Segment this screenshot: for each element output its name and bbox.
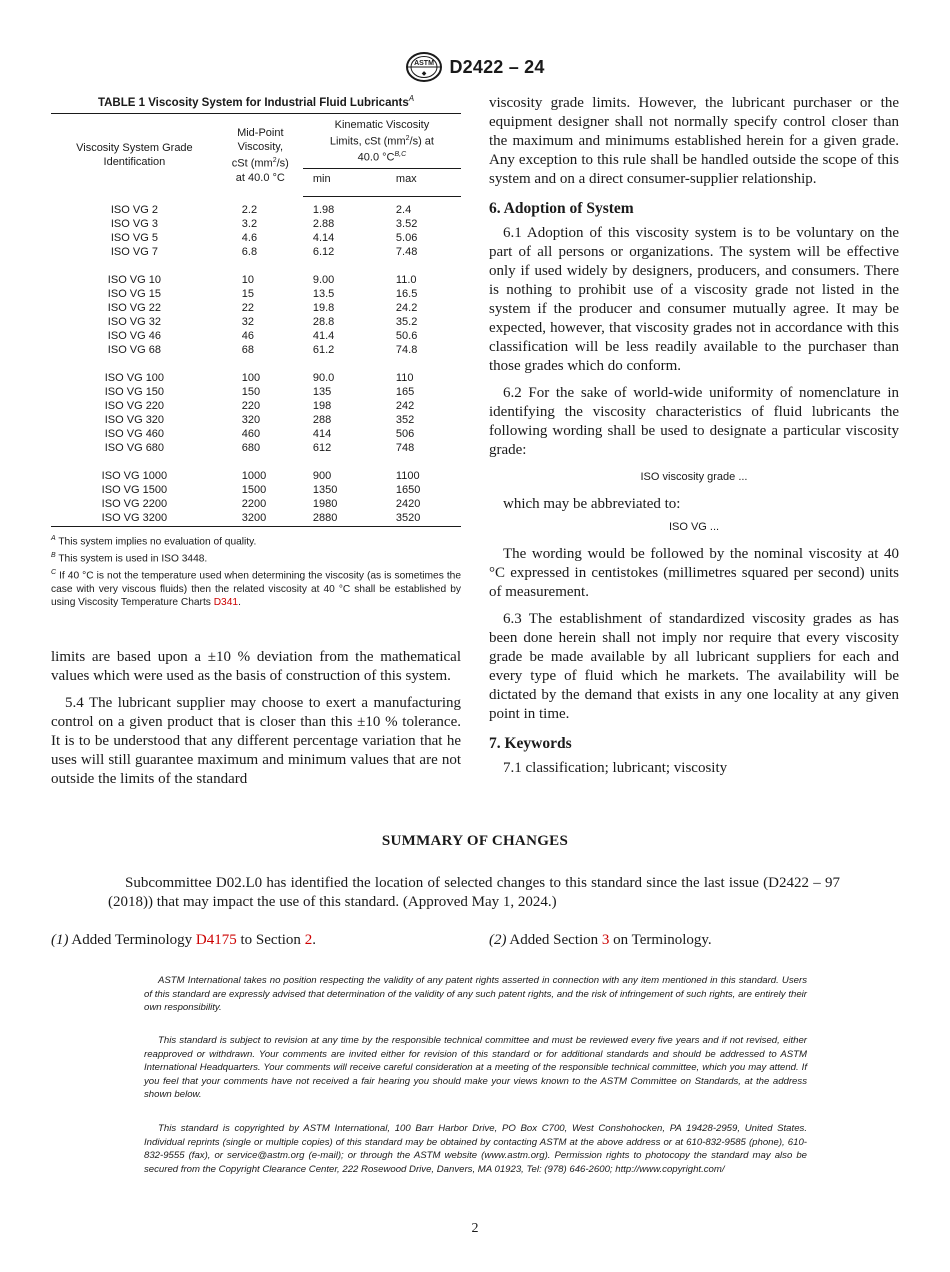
cell-max: 1100 — [395, 470, 420, 483]
cell-midpoint: 4.6 — [241, 232, 258, 245]
ref-link-section-3[interactable]: 3 — [601, 932, 610, 948]
table-row — [51, 287, 461, 301]
cell-midpoint: 3200 — [218, 511, 303, 527]
col-header-grade: Viscosity System Grade Identification — [51, 113, 218, 196]
table-row — [51, 231, 461, 245]
cell-max: 3.52 — [395, 218, 418, 231]
table-footnotes — [51, 532, 461, 610]
paragraph-6-2: 6.2 For the sake of world-wide uniformity of nomenclature in identifying the viscosity characteristics of fluid lubricants the following wording shall be used to designate a particular viscosity grade: — [489, 385, 899, 458]
table-row — [51, 315, 461, 329]
svg-text:◆: ◆ — [422, 71, 427, 77]
table-row — [51, 329, 461, 343]
paragraph-limits: limits are based upon a ±10 % deviation from the mathematical values which were used as the basis of construction of this system. — [51, 648, 461, 684]
cell-min: 19.8 — [312, 302, 335, 315]
cell-grade: ISO VG 460 — [104, 428, 165, 441]
cell-midpoint: 2.2 — [241, 204, 258, 217]
cell-max: 50.6 — [395, 330, 418, 343]
cell-midpoint: 320 — [241, 414, 261, 427]
cell-min: 9.00 — [312, 274, 335, 287]
cell-min: 414 — [312, 428, 332, 441]
cell-midpoint: 10 — [241, 274, 255, 287]
paragraph-7-1: 7.1 classification; lubricant; viscosity — [503, 760, 728, 776]
cell-midpoint: 680 — [241, 442, 261, 455]
cell-min: 90.0 — [312, 372, 335, 385]
table-row — [51, 203, 461, 217]
table-row — [51, 217, 461, 231]
cell-midpoint: 32 — [241, 316, 255, 329]
cell-midpoint: 220 — [241, 400, 261, 413]
table-row — [51, 413, 461, 427]
cell-min: 2.88 — [312, 218, 335, 231]
cell-grade: ISO VG 5 — [110, 232, 158, 245]
cell-min: 198 — [312, 400, 332, 413]
table-group-spacer — [51, 455, 461, 469]
astm-logo — [405, 50, 443, 84]
cell-grade: ISO VG 2200 — [101, 498, 168, 511]
legal-revision-notice: This standard is subject to revision at any time by the responsible technical committee and must be reviewed every five years and if not revised, either reapproved or withdrawn. Your comments are invited either for revision of this standard or for additional standards and should be addressed to ASTM International Headquarters. Your comments will receive careful consideration at a meeting of the responsible technical committee, which you may attend. If you feel that your comments have not received a fair hearing you should make your views known to the ASTM Committee on Standards, at the address shown below. — [144, 1035, 807, 1101]
table-row — [51, 511, 461, 527]
legal-patent-notice: ASTM International takes no position respecting the validity of any patent rights asserted in connection with any item mentioned in this standard. Users of this standard are expressly advised that determination of the validity of any such patent rights, and the risk of infringement of such rights, are entirely their own responsibility. — [144, 975, 807, 1014]
cell-min: 1350 — [312, 484, 338, 497]
table-row — [51, 245, 461, 259]
iso-vg-wording: ISO VG ... — [668, 521, 720, 533]
cell-midpoint: 22 — [241, 302, 255, 315]
cell-max: 352 — [395, 414, 415, 427]
right-column — [489, 94, 899, 786]
cell-midpoint: 150 — [241, 386, 261, 399]
col-header-kinematic: Kinematic Viscosity Limits, cSt $(mm^2/s)$ at 40.0 $^\circ C^{B,C}$ — [303, 113, 461, 168]
cell-grade: ISO VG 2 — [110, 204, 158, 217]
table-row — [51, 301, 461, 315]
table-group-spacer — [51, 357, 461, 371]
cell-max: 110 — [395, 372, 414, 385]
left-body-text — [51, 648, 461, 789]
cell-midpoint: 100 — [241, 372, 261, 385]
cell-max: 74.8 — [395, 344, 418, 357]
cell-min: 61.2 — [312, 344, 335, 357]
table-row — [51, 371, 461, 385]
table-row — [51, 469, 461, 483]
table-row — [51, 441, 461, 455]
cell-min: 13.5 — [312, 288, 335, 301]
summary-body: Subcommittee D02.L0 has identified the location of selected changes to this standard since the last issue (D2422 – 97 (2018)) that may impact the use of this standard. (Approved May 1, 2024.) — [108, 875, 840, 910]
cell-grade: ISO VG 22 — [107, 302, 161, 315]
cell-max: 165 — [395, 386, 415, 399]
cell-max: 16.5 — [395, 288, 418, 301]
footnote-b: $^B$ This system is used in ISO 3448. — [51, 552, 208, 565]
cell-min: 2880 — [303, 511, 378, 527]
cell-max: 242 — [395, 400, 415, 413]
cell-min: 288 — [312, 414, 332, 427]
cell-max: 7.48 — [395, 246, 418, 259]
cell-grade: ISO VG 1000 — [101, 470, 168, 483]
footnote-a: $^A$ This system implies no evaluation of quality. — [51, 535, 257, 548]
paragraph-abbrev: which may be abbreviated to: — [503, 496, 681, 512]
table-row — [51, 483, 461, 497]
table-row — [51, 497, 461, 511]
cell-min: 6.12 — [312, 246, 335, 259]
page-number: 2 — [471, 1221, 479, 1236]
cell-midpoint: 460 — [241, 428, 261, 441]
cell-grade: ISO VG 150 — [104, 386, 165, 399]
cell-min: 41.4 — [312, 330, 335, 343]
change-item-2: (2) Added Section 3 on Terminology. — [489, 932, 712, 948]
col-header-max: max — [395, 173, 417, 186]
cell-max: 1650 — [395, 484, 421, 497]
left-column — [51, 94, 461, 797]
cell-midpoint: 2200 — [241, 498, 267, 511]
cell-min: 1.98 — [312, 204, 335, 217]
cell-grade: ISO VG 100 — [104, 372, 165, 385]
cell-max: 24.2 — [395, 302, 418, 315]
ref-link-d341[interactable]: D341 — [213, 597, 239, 609]
cell-min: 900 — [312, 470, 332, 483]
table-group-spacer — [51, 259, 461, 273]
cell-grade: ISO VG 680 — [104, 442, 165, 455]
cell-grade: ISO VG 46 — [107, 330, 161, 343]
footnote-c: $^C$ If 40 °C is not the temperature used when determining the viscosity (as is sometimes the case with very viscous fluids) then the related viscosity at 40 °C shall be established by using Viscosity Temperature Charts D341. — [51, 568, 461, 609]
cell-grade: ISO VG 68 — [107, 344, 161, 357]
cell-max: 11.0 — [395, 274, 417, 287]
table-row — [51, 427, 461, 441]
viscosity-table — [51, 113, 461, 527]
change-item-1: (1) Added Terminology D4175 to Section 2. — [51, 932, 316, 948]
legal-copyright-notice: This standard is copyrighted by ASTM International, 100 Barr Harbor Drive, PO Box C700, West Conshohocken, PA 19428-2959, United States. Individual reprints (single or multiple copies) of this standard may be obtained by contacting ASTM at the above address or at 610-832-9585 (phone), 610-832-9555 (fax), or service@astm.org (e-mail); or through the ASTM website (www.astm.org). Permission rights to photocopy the standard may also be secured from the Copyright Clearance Center, 222 Rosewood Drive, Danvers, MA 01923, Tel: (978) 646-2600; http://www.copyright.com/ — [144, 1123, 807, 1175]
ref-link-section-2[interactable]: 2 — [304, 932, 313, 948]
cell-midpoint: 6.8 — [241, 246, 258, 259]
paragraph-5-4: 5.4 The lubricant supplier may choose to exert a manufacturing control on a given product that is closer than this ±10 % tolerance. It is to be understood that any different percentage variation that he uses will still guarantee maximum and minimum values that are not outside the limits of the standard — [51, 694, 461, 787]
cell-max: 748 — [395, 442, 415, 455]
cell-min: 28.8 — [312, 316, 335, 329]
table-row — [51, 343, 461, 357]
table-body — [51, 197, 461, 527]
cell-grade: ISO VG 7 — [110, 246, 158, 259]
col-header-midpoint: Mid-Point Viscosity, cSt $(mm^2/s)$ at 40.0 °C — [218, 113, 303, 196]
summary-title: SUMMARY OF CHANGES — [381, 833, 569, 849]
col-header-min: min — [312, 173, 331, 186]
cell-midpoint: 1000 — [241, 470, 267, 483]
section-6-heading: 6. Adoption of System — [489, 200, 634, 217]
cell-min: 1980 — [312, 498, 338, 511]
document-id: D2422 – 24 — [449, 56, 545, 77]
cell-max: 35.2 — [395, 316, 418, 329]
cell-max: 2420 — [395, 498, 421, 511]
cell-grade: ISO VG 220 — [104, 400, 165, 413]
section-7-heading: 7. Keywords — [489, 735, 572, 752]
table-row — [51, 385, 461, 399]
cell-min: 612 — [312, 442, 332, 455]
cell-grade: ISO VG 1500 — [101, 484, 168, 497]
ref-link-d4175[interactable]: D4175 — [195, 932, 237, 948]
cell-midpoint: 3.2 — [241, 218, 258, 231]
cell-midpoint: 46 — [241, 330, 255, 343]
svg-text:ASTM: ASTM — [414, 60, 435, 67]
cell-grade: ISO VG 32 — [107, 316, 161, 329]
table-title: TABLE 1 Viscosity System for Industrial Fluid Lubricants$^A$ — [97, 94, 415, 109]
table-row — [51, 399, 461, 413]
cell-midpoint: 1500 — [241, 484, 267, 497]
page-header — [0, 50, 950, 84]
cell-grade: ISO VG 10 — [107, 274, 161, 287]
cell-max: 3520 — [378, 511, 461, 527]
cell-midpoint: 68 — [241, 344, 255, 357]
cell-grade: ISO VG 15 — [107, 288, 161, 301]
cell-max: 5.06 — [395, 232, 418, 245]
table-row — [51, 273, 461, 287]
cell-grade: ISO VG 320 — [104, 414, 165, 427]
paragraph-6-3: 6.3 The establishment of standardized viscosity grades as has been done herein shall not imply nor require that every viscosity grade be made available by all lubricant suppliers for each and every type of fluid which he markets. The availability will be dictated by the demand that exists in any one locality at any given point in time. — [489, 611, 899, 722]
cell-grade: ISO VG 3 — [110, 218, 158, 231]
cell-grade: ISO VG 3200 — [51, 511, 218, 527]
iso-grade-wording: ISO viscosity grade ... — [640, 471, 748, 483]
cell-midpoint: 15 — [241, 288, 255, 301]
cell-max: 2.4 — [395, 204, 412, 217]
cell-min: 4.14 — [312, 232, 335, 245]
paragraph-6-1: 6.1 Adoption of this viscosity system is to be voluntary on the part of all persons or organizations. The system will be effective only if used widely by designers, producers, and consumers. There is nothing to prohibit use of a viscosity grade not listed in the system if the producer and consumer mutually agree. It may be expected, however, that viscosity grades not in accordance with this classification will be less readily available to the purchaser than those grades which do conform. — [489, 225, 899, 374]
cell-max: 506 — [395, 428, 415, 441]
paragraph-wording: The wording would be followed by the nominal viscosity at 40 °C expressed in centistokes (millimetres squared per second) units of measurement. — [489, 546, 899, 600]
paragraph-continued: viscosity grade limits. However, the lubricant purchaser or the equipment designer shall not normally specify control closer than the maximum and minimums established herein for a given grade. Any exception to this rule shall be handled outside the scope of this system and on a direct consumer-supplier relationship. — [489, 95, 899, 187]
cell-min: 135 — [312, 386, 332, 399]
